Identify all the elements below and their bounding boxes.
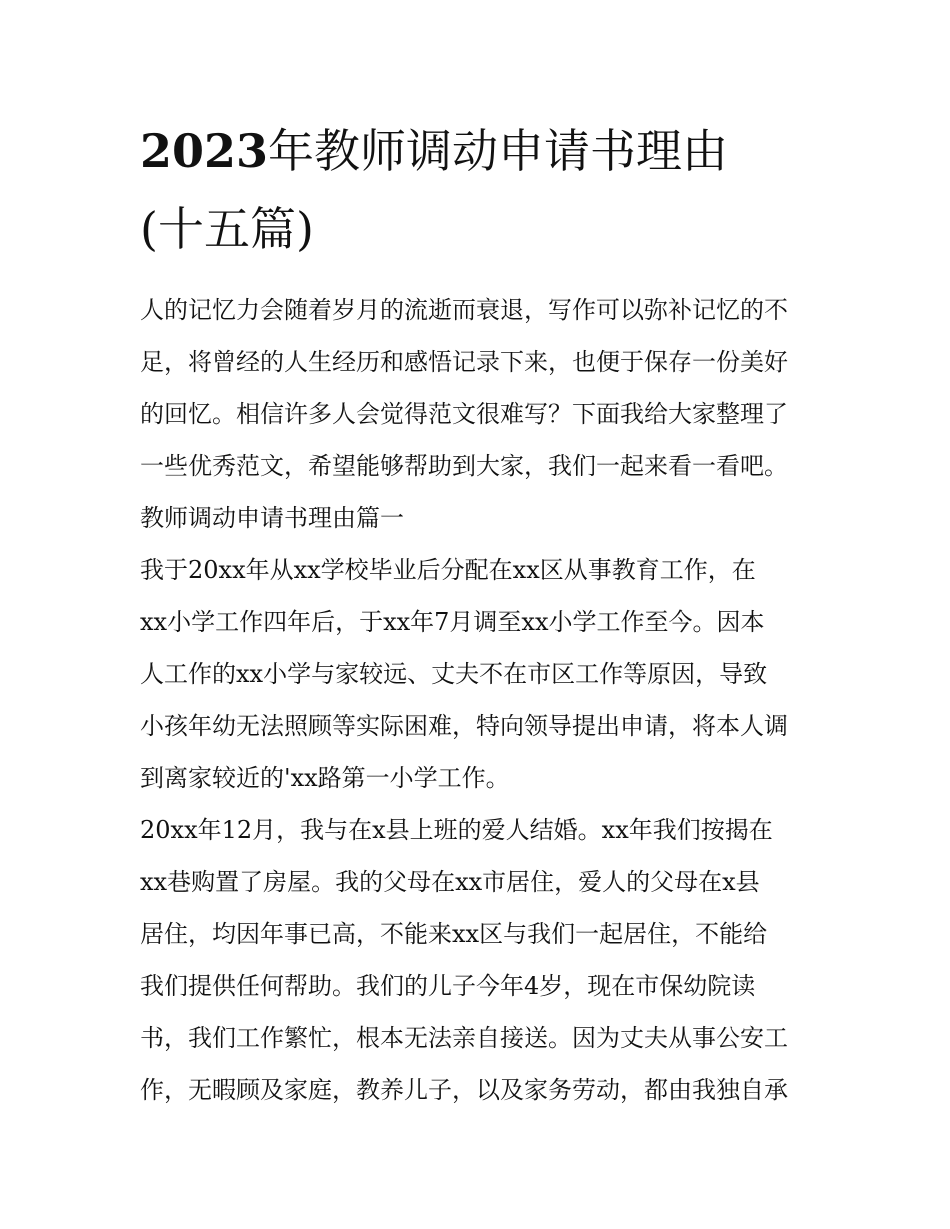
title-year: 2023	[140, 124, 269, 178]
paragraph-1	[140, 544, 830, 804]
text-line: 小孩年幼无法照顾等实际困难，特向领导提出申请，将本人调	[140, 712, 788, 740]
text-line: 的回忆。相信许多人会觉得范文很难写？下面我给大家整理了	[140, 400, 788, 428]
text-line: xx巷购置了房屋。我的父母在xx市居住，爱人的父母在x县	[140, 868, 760, 896]
title-text-line2: (十五篇)	[140, 202, 314, 256]
text-line: 一些优秀范文，希望能够帮助到大家，我们一起来看一看吧。	[140, 452, 788, 480]
document-title	[140, 112, 830, 268]
text-line: 人工作的xx小学与家较远、丈夫不在市区工作等原因，导致	[140, 660, 768, 688]
text-line: xx小学工作四年后，于xx年7月调至xx小学工作至今。因本	[140, 608, 765, 636]
text-line: 书，我们工作繁忙，根本无法亲自接送。因为丈夫从事公安工	[140, 1024, 788, 1052]
text-line: 足，将曾经的人生经历和感悟记录下来，也便于保存一份美好	[140, 348, 788, 376]
text-line: 我于20xx年从xx学校毕业后分配在xx区从事教育工作，在	[140, 556, 756, 584]
text-line: 20xx年12月，我与在x县上班的爱人结婚。xx年我们按揭在	[140, 816, 773, 844]
text-line: 人的记忆力会随着岁月的流逝而衰退，写作可以弥补记忆的不	[140, 296, 788, 324]
text-line: 我们提供任何帮助。我们的儿子今年4岁，现在市保幼院读	[140, 972, 756, 1000]
document-body	[140, 284, 830, 1116]
text-line: 作，无暇顾及家庭，教养儿子，以及家务劳动，都由我独自承	[140, 1076, 788, 1104]
text-line: 到离家较近的'xx路第一小学工作。	[140, 764, 510, 792]
document-page	[140, 112, 830, 1116]
intro-paragraph	[140, 284, 830, 492]
title-text-line1: 年教师调动申请书理由	[268, 124, 729, 178]
section-heading: 教师调动申请书理由篇一	[140, 504, 404, 532]
text-line: 居住，均因年事已高，不能来xx区与我们一起居住，不能给	[140, 920, 768, 948]
paragraph-2	[140, 804, 830, 1116]
